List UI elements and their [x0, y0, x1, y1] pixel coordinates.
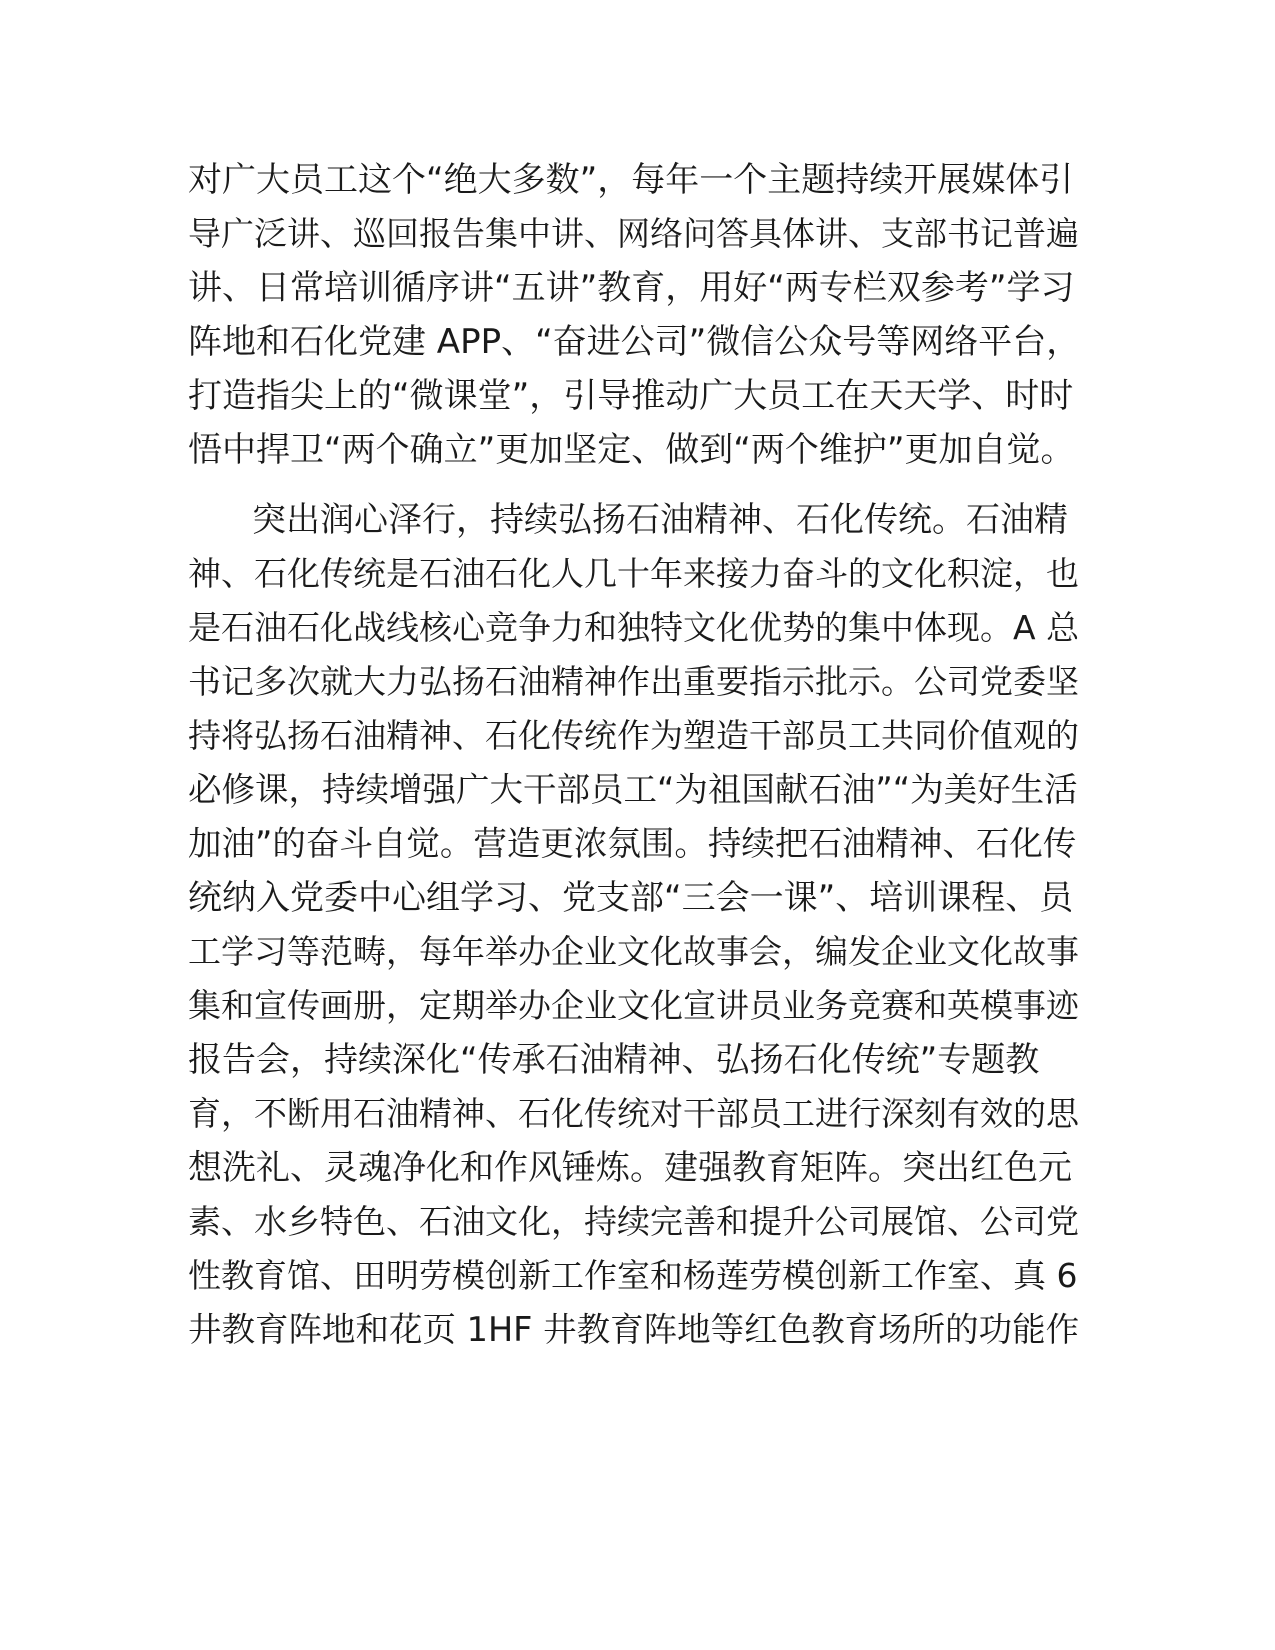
- text-line: 集和宣传画册，定期举办企业文化宣讲员业务竞赛和英模事迹: [188, 986, 1079, 1025]
- text-line: 神、石化传统是石油石化人几十年来接力奋斗的文化积淀，也: [188, 554, 1079, 593]
- text-line: 阵地和石化党建 APP、“奋进公司”微信公众号等网络平台，: [188, 322, 1081, 362]
- text-line: 悟中捍卫“两个确立”更加坚定、做到“两个维护”更加自觉。: [188, 430, 1075, 470]
- text-line: 持将弘扬石油精神、石化传统作为塑造干部员工共同价值观的: [188, 716, 1079, 755]
- text-line: 打造指尖上的“微课堂”，引导推动广大员工在天天学、时时: [188, 376, 1074, 416]
- text-line: 对广大员工这个“绝大多数”，每年一个主题持续开展媒体引: [188, 160, 1074, 200]
- text-line: 必修课，持续增强广大干部员工“为祖国献石油”“为美好生活: [188, 770, 1078, 809]
- text-line: 加油”的奋斗自觉。营造更浓氛围。持续把石油精神、石化传: [188, 824, 1077, 863]
- text-line: 书记多次就大力弘扬石油精神作出重要指示批示。公司党委坚: [188, 662, 1079, 701]
- text-line: 素、水乡特色、石油文化，持续完善和提升公司展馆、公司党: [188, 1202, 1079, 1241]
- text-line: 性教育馆、田明劳模创新工作室和杨莲劳模创新工作室、真 6: [188, 1256, 1078, 1295]
- text-line: 井教育阵地和花页 1HF 井教育阵地等红色教育场所的功能作: [188, 1310, 1080, 1349]
- text-line: 统纳入党委中心组学习、党支部“三会一课”、培训课程、员: [188, 878, 1074, 918]
- text-line: 工学习等范畴，每年举办企业文化故事会，编发企业文化故事: [188, 932, 1079, 971]
- text-line: 讲、日常培训循序讲“五讲”教育，用好“两专栏双参考”学习: [188, 268, 1075, 308]
- text-line: 是石油石化战线核心竞争力和独特文化优势的集中体现。A 总: [188, 608, 1080, 647]
- text-line: 报告会，持续深化“传承石油精神、弘扬石化传统”专题教: [188, 1040, 1040, 1080]
- text-line: 想洗礼、灵魂净化和作风锤炼。建强教育矩阵。突出红色元: [188, 1148, 1072, 1188]
- text-line: 导广泛讲、巡回报告集中讲、网络问答具体讲、支部书记普遍: [188, 214, 1079, 253]
- text-line: 育，不断用石油精神、石化传统对干部员工进行深刻有效的思: [188, 1094, 1079, 1133]
- paragraph-first-line: 突出润心泽行，持续弘扬石油精神、石化传统。石油精: [252, 500, 1068, 540]
